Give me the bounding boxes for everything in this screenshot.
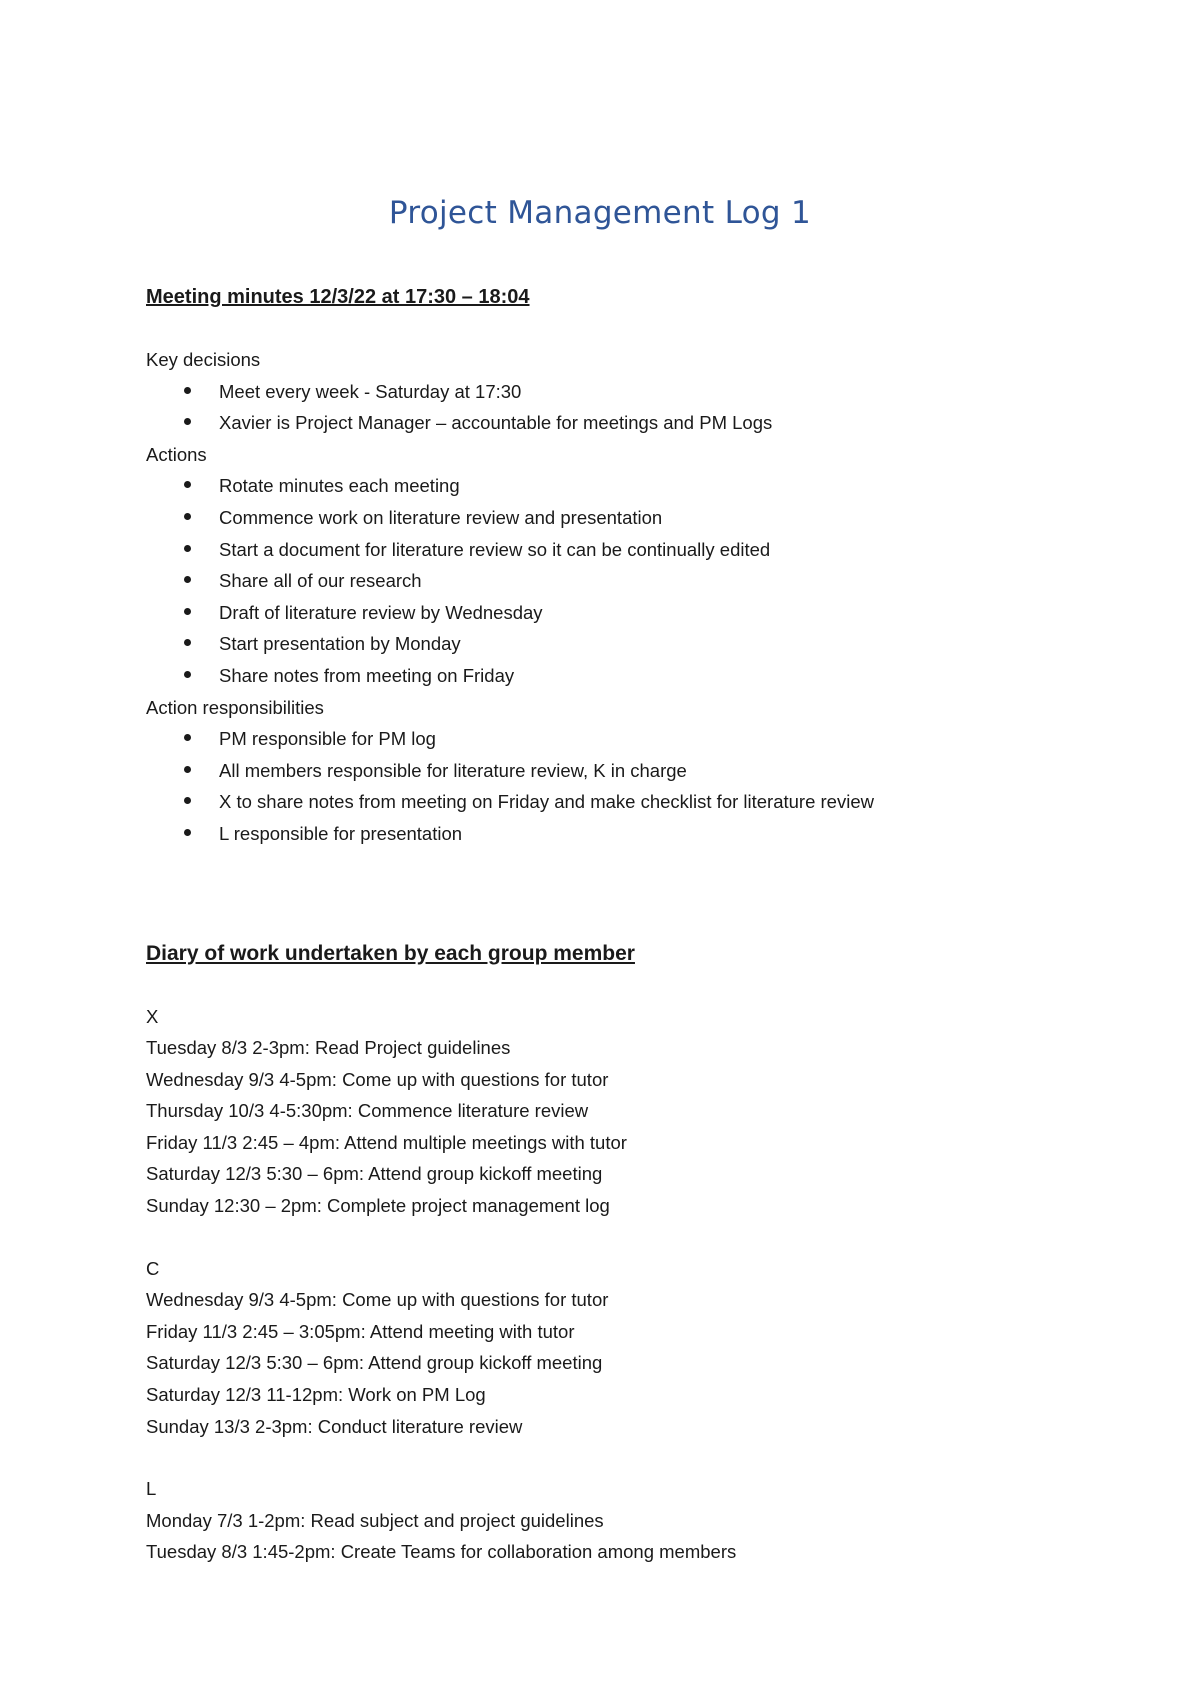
list-item [146, 660, 1106, 692]
document-body [146, 281, 1106, 1568]
list-item [146, 502, 1106, 534]
list-item-text: All members responsible for literature review, K in charge [219, 759, 687, 781]
diary-entry: Tuesday 8/3 2-3pm: Read Project guidelines [146, 1037, 511, 1059]
actions-list [146, 470, 1106, 691]
bullet-icon [184, 734, 191, 741]
list-item-text: Xavier is Project Manager – accountable for meetings and PM Logs [219, 412, 773, 434]
list-item [146, 818, 1106, 850]
actions-label: Actions [146, 443, 207, 465]
list-item-text: Start presentation by Monday [219, 633, 461, 655]
list-item-text: Draft of literature review by Wednesday [219, 601, 543, 623]
list-item [146, 565, 1106, 597]
bullet-icon [184, 576, 191, 583]
list-item-text: Share notes from meeting on Friday [219, 664, 515, 686]
list-item-text: X to share notes from meeting on Friday and make checklist for literature review [219, 791, 874, 813]
list-item [146, 755, 1106, 787]
bullet-icon [184, 797, 191, 804]
member-initial: C [146, 1257, 160, 1279]
bullet-icon [184, 829, 191, 836]
member-initial: L [146, 1478, 157, 1500]
list-item [146, 376, 1106, 408]
list-item-text: Rotate minutes each meeting [219, 475, 460, 497]
list-item-text: Meet every week - Saturday at 17:30 [219, 380, 522, 402]
diary-heading: Diary of work undertaken by each group member [146, 941, 635, 965]
member-section-l [146, 1473, 1106, 1568]
diary-entry: Saturday 12/3 5:30 – 6pm: Attend group kickoff meeting [146, 1163, 603, 1185]
diary-entry: Friday 11/3 2:45 – 4pm: Attend multiple meetings with tutor [146, 1131, 627, 1153]
member-initial: X [146, 1005, 159, 1027]
bullet-icon [184, 513, 191, 520]
list-item-text: L responsible for presentation [219, 822, 463, 844]
list-item-text: PM responsible for PM log [219, 728, 436, 750]
key-decisions-list [146, 376, 1106, 439]
bullet-icon [184, 418, 191, 425]
list-item [146, 470, 1106, 502]
bullet-icon [184, 545, 191, 552]
diary-entry: Tuesday 8/3 1:45-2pm: Create Teams for collaboration among members [146, 1541, 737, 1563]
bullet-icon [184, 608, 191, 615]
bullet-icon [184, 671, 191, 678]
list-item [146, 628, 1106, 660]
diary-entry: Sunday 12:30 – 2pm: Complete project management log [146, 1195, 610, 1217]
bullet-icon [184, 639, 191, 646]
page-title: Project Management Log 1 [388, 195, 812, 231]
bullet-icon [184, 481, 191, 488]
action-responsibilities-label: Action responsibilities [146, 696, 324, 718]
bullet-icon [184, 387, 191, 394]
list-item [146, 723, 1106, 755]
list-item-text: Start a document for literature review so it can be continually edited [219, 538, 771, 560]
list-item-text: Share all of our research [219, 570, 422, 592]
diary-entry: Sunday 13/3 2-3pm: Conduct literature review [146, 1415, 523, 1437]
diary-entry: Friday 11/3 2:45 – 3:05pm: Attend meeting with tutor [146, 1320, 575, 1342]
diary-entry: Saturday 12/3 11-12pm: Work on PM Log [146, 1384, 486, 1406]
meeting-minutes-heading: Meeting minutes 12/3/22 at 17:30 – 18:04 [146, 286, 530, 308]
list-item [146, 534, 1106, 566]
bullet-icon [184, 766, 191, 773]
diary-entry: Wednesday 9/3 4-5pm: Come up with questions for tutor [146, 1289, 609, 1311]
list-item [146, 597, 1106, 629]
diary-entry: Monday 7/3 1-2pm: Read subject and project guidelines [146, 1509, 604, 1531]
key-decisions-label: Key decisions [146, 349, 261, 370]
list-item-text: Commence work on literature review and presentation [219, 506, 663, 528]
diary-entry: Thursday 10/3 4-5:30pm: Commence literature review [146, 1100, 589, 1122]
list-item [146, 407, 1106, 439]
diary-entry: Wednesday 9/3 4-5pm: Come up with questions for tutor [146, 1068, 609, 1090]
member-section-x [146, 1001, 1106, 1222]
diary-entry: Saturday 12/3 5:30 – 6pm: Attend group kickoff meeting [146, 1352, 603, 1374]
list-item [146, 786, 1106, 818]
responsibilities-list [146, 723, 1106, 849]
member-section-c [146, 1253, 1106, 1443]
